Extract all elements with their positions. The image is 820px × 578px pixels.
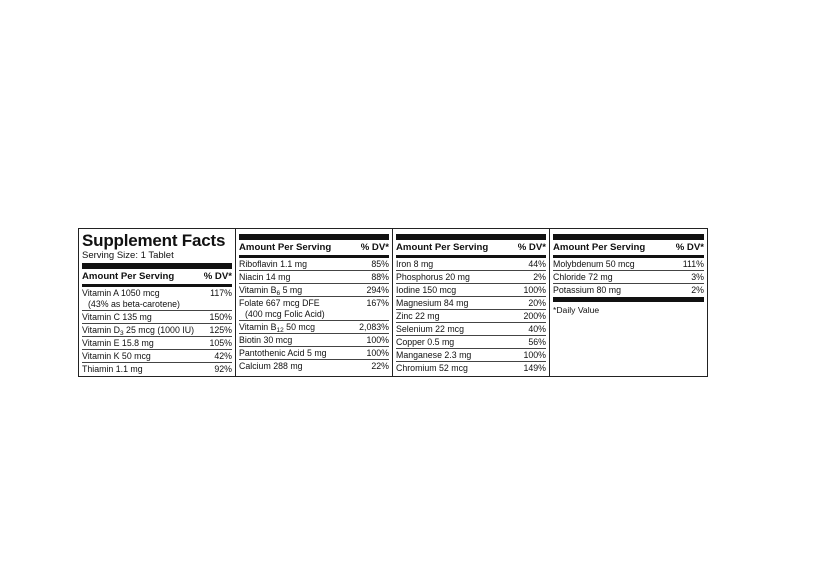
nutrient-name bbox=[396, 324, 464, 335]
column-header bbox=[396, 240, 546, 255]
nutrient-row bbox=[82, 350, 232, 363]
nutrient-name-part: Vitamin B bbox=[239, 322, 277, 332]
nutrient-row bbox=[396, 258, 546, 271]
dv-header: % DV* bbox=[203, 271, 232, 282]
nutrient-name-text: Molybdenum 50 mcg bbox=[553, 259, 635, 269]
nutrient-name-text: Zinc 22 mg bbox=[396, 311, 440, 321]
nutrient-name bbox=[553, 259, 635, 270]
nutrient-note: (43% as beta-carotene) bbox=[88, 299, 180, 309]
nutrient-row bbox=[396, 284, 546, 297]
nutrient-dv: 40% bbox=[528, 324, 546, 334]
nutrient-name bbox=[396, 259, 433, 270]
nutrient-row bbox=[396, 323, 546, 336]
nutrient-name bbox=[82, 338, 154, 349]
nutrient-name bbox=[396, 363, 468, 374]
nutrient-name bbox=[239, 335, 292, 346]
amount-header: Amount Per Serving bbox=[82, 271, 175, 282]
nutrient-row bbox=[396, 271, 546, 284]
nutrient-row bbox=[396, 349, 546, 362]
nutrient-name bbox=[239, 361, 303, 372]
column-header bbox=[553, 240, 704, 255]
dv-header: % DV* bbox=[360, 242, 389, 253]
nutrient-name-part: Vitamin B bbox=[239, 285, 277, 295]
nutrient-name-part: 50 mcg bbox=[283, 322, 316, 332]
nutrient-dv: 150% bbox=[209, 312, 232, 322]
facts-title: Supplement Facts bbox=[82, 231, 226, 250]
nutrient-name bbox=[396, 337, 454, 348]
nutrient-name-text: Biotin 30 mcg bbox=[239, 335, 293, 345]
nutrient-name-text: Folate 667 mcg DFE bbox=[239, 298, 320, 308]
column-header bbox=[239, 240, 389, 255]
nutrient-name-text: Vitamin K 50 mcg bbox=[82, 351, 151, 361]
nutrient-row bbox=[82, 363, 232, 375]
nutrient-dv: 20% bbox=[528, 298, 546, 308]
nutrient-dv: 2% bbox=[691, 285, 704, 295]
dv-header: % DV* bbox=[675, 242, 704, 253]
nutrient-dv: 100% bbox=[523, 285, 546, 295]
nutrient-name-text: Iodine 150 mcg bbox=[396, 285, 457, 295]
nutrient-row bbox=[239, 271, 389, 284]
supplement-facts-panel bbox=[78, 228, 708, 377]
nutrient-subscript: 3 bbox=[119, 330, 124, 337]
nutrient-row bbox=[239, 334, 389, 347]
facts-column-1 bbox=[79, 229, 236, 376]
nutrient-subscript: 12 bbox=[276, 327, 284, 334]
nutrient-name-text: Manganese 2.3 mg bbox=[396, 350, 472, 360]
nutrient-name bbox=[82, 364, 143, 375]
nutrient-list bbox=[553, 258, 704, 296]
nutrient-name-text: Riboflavin 1.1 mg bbox=[239, 259, 307, 269]
column-header bbox=[82, 269, 232, 284]
nutrient-list bbox=[239, 258, 389, 372]
serving-size: Serving Size: 1 Tablet bbox=[82, 250, 174, 261]
nutrient-dv: 2% bbox=[533, 272, 546, 282]
nutrient-dv: 44% bbox=[528, 259, 546, 269]
nutrient-row bbox=[553, 284, 704, 296]
nutrient-name-text: Iron 8 mg bbox=[396, 259, 434, 269]
nutrient-dv: 85% bbox=[371, 259, 389, 269]
nutrient-name-text: Chromium 52 mcg bbox=[396, 363, 468, 373]
nutrient-name bbox=[396, 298, 468, 309]
facts-column-3 bbox=[393, 229, 550, 376]
nutrient-dv: 56% bbox=[528, 337, 546, 347]
nutrient-list bbox=[396, 258, 546, 374]
nutrient-dv: 100% bbox=[366, 348, 389, 358]
nutrient-name bbox=[396, 285, 456, 296]
nutrient-dv: 22% bbox=[371, 361, 389, 371]
nutrient-dv: 105% bbox=[209, 338, 232, 348]
nutrient-name-text: Vitamin C 135 mg bbox=[82, 312, 152, 322]
nutrient-name bbox=[82, 312, 152, 323]
nutrient-name-text: Calcium 288 mg bbox=[239, 361, 303, 371]
facts-column-4 bbox=[550, 229, 707, 376]
nutrient-name-text: Magnesium 84 mg bbox=[396, 298, 469, 308]
nutrient-name-text: Vitamin E 15.8 mg bbox=[82, 338, 154, 348]
nutrient-dv: 125% bbox=[209, 325, 232, 335]
nutrient-name-part: 25 mcg (1000 IU) bbox=[123, 325, 195, 335]
nutrient-name-text: Pantothenic Acid 5 mg bbox=[239, 348, 327, 358]
nutrient-name bbox=[396, 311, 440, 322]
nutrient-row bbox=[82, 311, 232, 324]
nutrient-name bbox=[239, 298, 325, 320]
nutrient-name-text: Thiamin 1.1 mg bbox=[82, 364, 143, 374]
nutrient-note: (400 mcg Folic Acid) bbox=[245, 309, 325, 319]
nutrient-name bbox=[82, 325, 194, 336]
nutrient-name bbox=[239, 259, 307, 270]
nutrient-row bbox=[239, 347, 389, 360]
nutrient-row bbox=[239, 360, 389, 372]
nutrient-row bbox=[553, 271, 704, 284]
facts-column-2 bbox=[236, 229, 393, 376]
nutrient-dv: 2,083% bbox=[359, 322, 389, 332]
nutrient-row bbox=[396, 310, 546, 323]
nutrient-name bbox=[396, 272, 470, 283]
nutrient-row bbox=[396, 336, 546, 349]
amount-header: Amount Per Serving bbox=[239, 242, 332, 253]
nutrient-dv: 42% bbox=[214, 351, 232, 361]
nutrient-name bbox=[239, 322, 315, 333]
nutrient-name-text: Potassium 80 mg bbox=[553, 285, 621, 295]
nutrient-list bbox=[82, 287, 232, 375]
nutrient-name bbox=[396, 350, 471, 361]
nutrient-dv: 92% bbox=[214, 364, 232, 374]
nutrient-name bbox=[239, 348, 327, 359]
nutrient-row bbox=[82, 324, 232, 337]
nutrient-row bbox=[239, 321, 389, 334]
nutrient-row bbox=[553, 258, 704, 271]
nutrient-dv: 167% bbox=[366, 298, 389, 308]
nutrient-name-text: Chloride 72 mg bbox=[553, 272, 613, 282]
dv-header: % DV* bbox=[517, 242, 546, 253]
amount-header: Amount Per Serving bbox=[553, 242, 646, 253]
nutrient-name bbox=[239, 285, 302, 296]
daily-value-footnote: *Daily Value bbox=[553, 305, 600, 315]
nutrient-name-text: Selenium 22 mcg bbox=[396, 324, 464, 334]
nutrient-name-text: Vitamin A 1050 mcg bbox=[82, 288, 160, 298]
nutrient-subscript: 6 bbox=[276, 290, 281, 297]
nutrient-name-text: Copper 0.5 mg bbox=[396, 337, 455, 347]
nutrient-dv: 111% bbox=[682, 259, 704, 269]
nutrient-dv: 88% bbox=[371, 272, 389, 282]
nutrient-dv: 117% bbox=[210, 288, 232, 298]
nutrient-row bbox=[82, 337, 232, 350]
nutrient-name bbox=[239, 272, 290, 283]
nutrient-dv: 3% bbox=[691, 272, 704, 282]
nutrient-row bbox=[239, 258, 389, 271]
nutrient-dv: 100% bbox=[523, 350, 546, 360]
nutrient-name bbox=[553, 285, 621, 296]
amount-header: Amount Per Serving bbox=[396, 242, 489, 253]
divider-bar bbox=[553, 297, 704, 302]
nutrient-name-part: 5 mg bbox=[280, 285, 303, 295]
nutrient-name bbox=[553, 272, 613, 283]
nutrient-dv: 100% bbox=[366, 335, 389, 345]
nutrient-dv: 200% bbox=[523, 311, 546, 321]
nutrient-row bbox=[396, 297, 546, 310]
nutrient-name-text: Niacin 14 mg bbox=[239, 272, 291, 282]
nutrient-row bbox=[396, 362, 546, 374]
nutrient-row bbox=[82, 287, 232, 311]
nutrient-dv: 149% bbox=[523, 363, 546, 373]
nutrient-name bbox=[82, 351, 151, 362]
nutrient-dv: 294% bbox=[366, 285, 389, 295]
nutrient-row bbox=[239, 297, 389, 321]
nutrient-name-text: Phosphorus 20 mg bbox=[396, 272, 470, 282]
nutrient-name-part: Vitamin D bbox=[82, 325, 120, 335]
nutrient-name bbox=[82, 288, 180, 310]
nutrient-row bbox=[239, 284, 389, 297]
